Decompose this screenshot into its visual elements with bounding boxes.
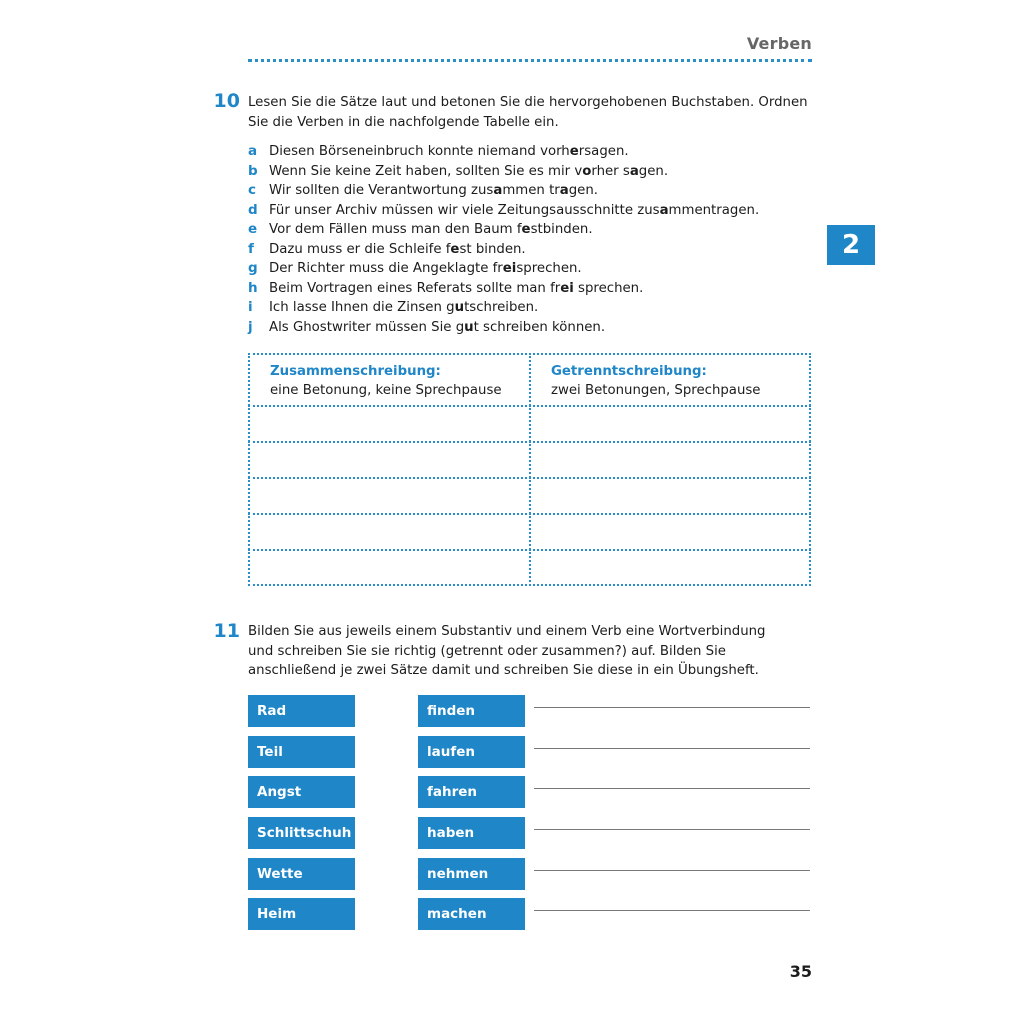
sentence-letter: j [248,318,253,335]
sentence-text [269,162,668,182]
sentence-segment: gen. [638,163,669,179]
sentence-text [269,298,538,318]
verb-box: finden [418,695,525,727]
noun-box: Wette [248,858,355,890]
verb-box: fahren [418,776,525,808]
sentence-segment: Wenn Sie keine Zeit haben, sollten Sie es mir v [269,163,583,179]
table-header-zusammenschreibung: Zusammenschreibung: [270,364,441,379]
sentence-item [248,318,828,338]
sentence-text [269,220,593,240]
sentence-item [248,162,828,182]
answer-write-line[interactable] [534,788,810,789]
sentence-segment: sprechen. [573,280,644,296]
stressed-letters: o [582,163,592,179]
stressed-letters: a [493,183,503,198]
noun-box: Rad [248,695,355,727]
sentence-item [248,240,828,260]
sentence-item [248,259,828,279]
sentence-segment: Beim Vortragen eines Referats sollte man fr [269,280,561,296]
sentence-letter: i [248,299,253,315]
answer-write-line[interactable] [534,707,810,708]
sentence-text [269,279,643,299]
sentence-letter: a [248,143,258,159]
sentence-item [248,142,828,162]
sentence-letter: f [248,240,254,257]
noun-box: Schlittschuh [248,817,355,849]
sentence-segment: Diesen Börseneinbruch konnte niemand vorh [269,144,570,159]
sentence-segment: Für unser Archiv müssen wir viele Zeitungsausschnitte zus [269,202,660,218]
verb-box: haben [418,817,525,849]
page-number: 35 [789,962,812,981]
table-header-getrenntschreibung-hint: zwei Betonungen, Sprechpause [551,383,761,398]
sentence-letter: d [248,201,258,218]
sentence-item [248,181,828,201]
answer-write-line[interactable] [534,910,810,911]
answer-write-line[interactable] [534,829,810,830]
verb-box: machen [418,898,525,930]
table-header-getrenntschreibung: Getrenntschreibung: [551,364,707,379]
sentence-text [269,259,582,279]
stressed-letters: e [521,222,531,237]
noun-box: Angst [248,776,355,808]
answer-write-line[interactable] [534,870,810,871]
sentence-letter: c [248,182,257,198]
sentence-segment: Der Richter muss die Angeklagte fr [269,261,503,276]
sentence-segment: Ich lasse Ihnen die Zinsen g [269,300,455,315]
stressed-letters: a [659,202,669,218]
verb-table-row-divider [248,477,811,479]
verb-table-row-divider [248,513,811,515]
answer-write-line[interactable] [534,748,810,749]
sentence-letter: b [248,162,258,179]
verb-table-row-divider [248,405,811,407]
sentence-segment: mmen tr [502,183,560,198]
sentence-segment: st binden. [459,241,526,257]
sentence-segment: tschreiben. [464,300,539,315]
task-11-number: 11 [213,620,240,642]
sentence-segment: mmentragen. [668,202,760,218]
sentence-item [248,279,828,299]
stressed-letters: a [559,183,569,198]
sentence-segment: stbinden. [530,222,593,237]
noun-box: Teil [248,736,355,768]
table-header-zusammenschreibung-hint: eine Betonung, keine Sprechpause [270,383,502,398]
header-dotted-divider [248,59,812,62]
sentence-text [269,318,605,338]
verb-table-row-divider [248,549,811,551]
noun-box: Heim [248,898,355,930]
verb-box: laufen [418,736,525,768]
sentence-item [248,220,828,240]
sentence-segment: rsagen. [578,144,629,159]
sentence-segment: t schreiben können. [473,319,606,335]
sentence-text [269,181,598,201]
sentence-text [269,142,629,162]
stressed-letters: e [569,144,579,159]
sentence-letter: e [248,221,258,237]
sentence-item [248,298,828,318]
stressed-letters: a [629,163,639,179]
verb-table-row-divider [248,441,811,443]
sentence-segment: sprechen. [516,261,582,276]
sentence-segment: Als Ghostwriter müssen Sie g [269,319,465,335]
page-header-title: Verben [746,34,812,53]
task-11-instruction: Bilden Sie aus jeweils einem Substantiv und einem Verb eine Wortverbindung und schreiben Sie sie richtig (getrennt oder zusammen?) auf. Bilden Sie anschließend je zwei Sätze damit und schreiben Sie diese in ein Übungsheft. [248,624,766,678]
chapter-tab: 2 [827,225,875,265]
sentence-text [269,201,759,221]
stressed-letters: e [450,241,460,257]
stressed-letters: ei [560,280,574,296]
task-10-instruction: Lesen Sie die Sätze laut und betonen Sie die hervorgehobenen Buchstaben. Ordnen Sie die Verben in die nachfolgende Tabelle ein. [248,95,808,130]
sentence-segment: gen. [568,183,599,198]
sentence-text [269,240,526,260]
sentence-item [248,201,828,221]
stressed-letters: ei [502,261,517,276]
sentence-letter: h [248,279,258,296]
stressed-letters: u [464,319,474,335]
task-10-number: 10 [213,90,240,112]
task-10-sentence-list [248,142,828,337]
sentence-segment: Vor dem Fällen muss man den Baum f [269,222,522,237]
verb-box: nehmen [418,858,525,890]
stressed-letters: u [454,300,465,315]
verb-table-column-divider [529,353,531,586]
sentence-segment: Dazu muss er die Schleife f [269,241,451,257]
sentence-segment: Wir sollten die Verantwortung zus [269,183,494,198]
sentence-segment: rher s [591,163,630,179]
sentence-letter: g [248,260,258,276]
